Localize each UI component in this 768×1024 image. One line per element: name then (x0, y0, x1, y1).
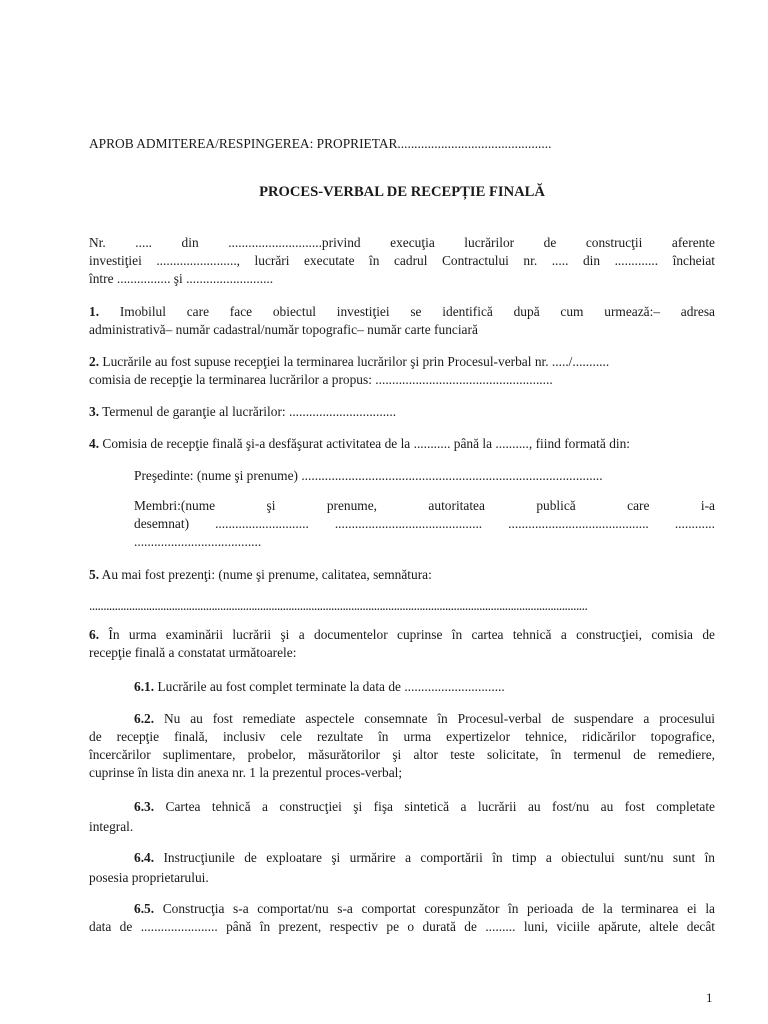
paragraph-6-1 (134, 677, 715, 696)
paragraph-6-1-text: Lucrările au fost complet terminate la data de .............................. (157, 679, 505, 694)
paragraph-6-2-line-2: de recepţie finală, inclusiv cele rezultate în urma expertizelor tehnice, ridicărilor topografice, (89, 729, 715, 744)
paragraph-4-text: Comisia de recepţie finală şi-a desfăşurat activitatea de la ........... până la .........., fiind formată din: (102, 436, 631, 451)
members-line-2: desemnat) ............................ ............................................ .......................................... ............ (134, 516, 715, 531)
paragraph-2-line-1 (89, 352, 715, 371)
paragraph-6-3-line-2: integral. (89, 819, 134, 834)
paragraph-6-4-text: Instrucţiunile de exploatare şi urmărire a comportării în timp a obiectului sunt/nu sunt în (163, 850, 715, 865)
paragraph-5 (89, 565, 715, 584)
members-line-1: Membri:(nume şi prenume, autoritatea publică care i-a (134, 498, 715, 513)
paragraph-5-text: Au mai fost prezenţi: (nume şi prenume, calitatea, semnătura: (101, 567, 432, 582)
president-line: Preşedinte: (nume şi prenume) .......................................................................................... (134, 468, 603, 483)
paragraph-6-5-text: Construcţia s-a comportat/nu s-a comportat corespunzător în perioada de la terminarea ei la (162, 901, 715, 916)
intro-line-1: Nr. ..... din ............................privind execuţia lucrărilor de construcţii aferente (89, 235, 715, 250)
paragraph-3-text: Termenul de garanţie al lucrărilor: ................................ (102, 404, 397, 419)
paragraph-2-line-2: comisia de recepţie la terminarea lucrărilor a propus: ..................................................... (89, 372, 553, 387)
paragraph-4 (89, 434, 715, 453)
paragraph-5-number: 5. (89, 567, 100, 582)
paragraph-6-2-line-1 (134, 709, 715, 728)
intro-line-2: investiţiei ........................, lucrări executate în cadrul Contractului nr. ..... din ............. încheiat (89, 253, 715, 268)
paragraph-3 (89, 402, 715, 421)
paragraph-6-2-text: Nu au fost remediate aspectele consemnate în Procesul-verbal de suspendare a procesului (163, 711, 715, 726)
paragraph-6-1-number: 6.1. (134, 679, 155, 694)
paragraph-2-text: Lucrările au fost supuse recepţiei la terminarea lucrărilor şi prin Procesul-verbal nr. ...../........... (102, 354, 610, 369)
paragraph-6-5-line-1 (134, 899, 715, 918)
paragraph-6-5-line-2: data de ....................... până în prezent, respectiv pe o durată de ......... luni, viciile apărute, altele decât (89, 919, 715, 934)
paragraph-3-number: 3. (89, 404, 100, 419)
paragraph-6-5-number: 6.5. (134, 901, 155, 916)
paragraph-1-number: 1. (89, 304, 100, 319)
paragraph-5-dots: ............................................................................................................................................................................... (89, 598, 588, 613)
paragraph-2-number: 2. (89, 354, 100, 369)
paragraph-6-number: 6. (89, 627, 100, 642)
paragraph-1-line-2: administrativă– număr cadastral/număr topografic– număr carte funciară (89, 322, 478, 337)
paragraph-6-3-number: 6.3. (134, 799, 155, 814)
paragraph-1-text: Imobilul care face obiectul investiţiei se identifică după cum urmează:– adresa (119, 304, 715, 319)
paragraph-6-4-line-1 (134, 848, 715, 867)
approval-line: APROB ADMITEREA/RESPINGEREA: PROPRIETAR.............................................. (89, 136, 552, 151)
paragraph-6-line-2: recepţie finală a constatat următoarele: (89, 645, 297, 660)
paragraph-6-2-line-3: încercărilor suplimentare, probelor, măsurătorilor şi altor teste solicitate, în termenul de remediere, (89, 747, 715, 762)
paragraph-6-3-text: Cartea tehnică a construcţiei şi fişa sintetică a lucrării au fost/nu au fost completate (165, 799, 715, 814)
paragraph-6-text: În urma examinării lucrării şi a documentelor cuprinse în cartea tehnică a construcţiei, comisia de (108, 627, 715, 642)
paragraph-6-4-number: 6.4. (134, 850, 155, 865)
paragraph-6-line-1 (89, 625, 715, 644)
paragraph-1-line-1 (89, 302, 715, 321)
document-title: PROCES-VERBAL DE RECEPȚIE FINALĂ (259, 184, 545, 200)
intro-line-3: între ................ şi .......................... (89, 271, 274, 286)
paragraph-6-3-line-1 (134, 797, 715, 816)
page-number: 1 (706, 990, 713, 1005)
paragraph-6-2-line-4: cuprinse în lista din anexa nr. 1 la prezentul proces-verbal; (89, 765, 403, 780)
paragraph-6-4-line-2: posesia proprietarului. (89, 870, 209, 885)
paragraph-4-number: 4. (89, 436, 100, 451)
paragraph-6-2-number: 6.2. (134, 711, 155, 726)
members-line-3: ...................................... (134, 534, 262, 549)
